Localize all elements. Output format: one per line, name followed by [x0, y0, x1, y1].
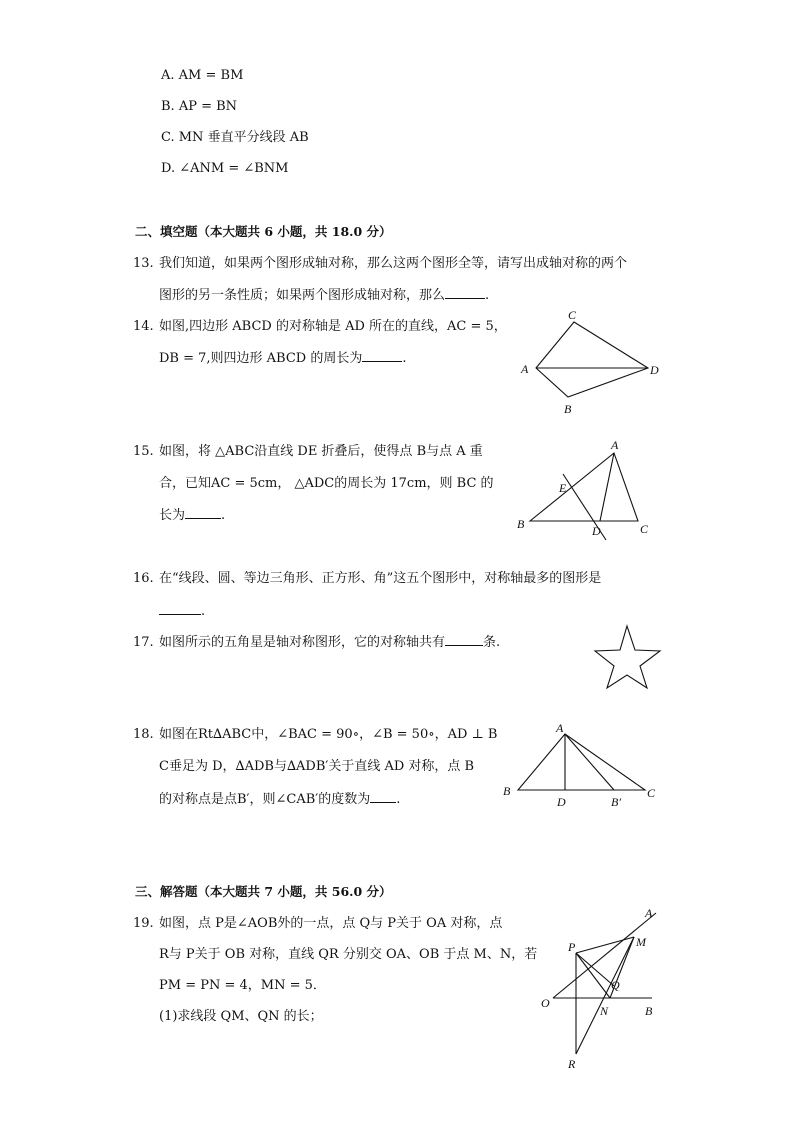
- label-m: M: [636, 935, 646, 949]
- label-a: A: [645, 906, 653, 920]
- label-d: D: [650, 363, 659, 377]
- question-text: 如图，点 P是∠AOB外的一点，点 Q与 P关于 OA 对称，点: [159, 916, 503, 931]
- question-text: 如图,四边形 ABCD 的对称轴是 AD 所在的直线，AC = 5，: [159, 319, 507, 334]
- label-b: B: [517, 517, 525, 531]
- label-c: C: [568, 308, 577, 322]
- label-a: A: [556, 721, 564, 735]
- label-d: D: [557, 795, 566, 809]
- question-number: 14.: [133, 319, 154, 334]
- label-q: Q: [611, 978, 620, 992]
- question-text: 我们知道，如果两个图形成轴对称，那么这两个图形全等，请写出成轴对称的两个: [159, 256, 628, 271]
- label-n: N: [600, 1004, 609, 1018]
- label-c: C: [640, 522, 649, 536]
- label-o: O: [541, 996, 550, 1010]
- question-text: 的对称点是点B′，则∠CAB′的度数为: [159, 792, 371, 807]
- question-text: DB = 7,则四边形 ABCD 的周长为: [159, 351, 363, 366]
- period: .: [402, 351, 407, 366]
- question-number: 18.: [133, 727, 154, 742]
- label-a: A: [521, 362, 529, 376]
- label-e: E: [559, 481, 567, 495]
- question-text: 图形的另一条性质；如果两个图形成轴对称，那么: [159, 288, 446, 303]
- option-b: B. AP = BN: [161, 99, 238, 114]
- question-19-line3: PM = PN = 4，MN = 5．: [159, 978, 326, 993]
- label-r: R: [568, 1057, 576, 1071]
- label-b: B: [645, 1004, 653, 1018]
- period: .: [485, 288, 490, 303]
- question-19-part1: (1)求线段 QM、QN 的长；: [159, 1009, 323, 1024]
- question-number: 15.: [133, 444, 154, 459]
- question-number: 13.: [133, 256, 154, 271]
- option-a: A. AM = BM: [161, 68, 244, 83]
- segment-pq: [576, 953, 614, 986]
- label-c: C: [647, 786, 656, 800]
- question-number: 19.: [133, 916, 154, 931]
- label-b: B: [564, 402, 572, 416]
- period: .: [396, 792, 401, 807]
- question-19-line2: R与 P关于 OB 对称，直线 QR 分别交 OA、OB 于点 M、N，若: [159, 947, 538, 962]
- question-text: 长为: [159, 508, 186, 523]
- label-b: B: [503, 784, 511, 798]
- question-number: 17.: [133, 635, 154, 650]
- question-text: 在“线段、圆、等边三角形、正方形、角”这五个图形中，对称轴最多的图形是: [159, 571, 602, 586]
- question-text: 如图，将 △ABC沿直线 DE 折叠后，使得点 B与点 A 重: [159, 444, 483, 459]
- section-fill-in-title: 二、填空题（本大题共 6 小题，共 18.0 分）: [135, 224, 392, 239]
- segment-pm: [576, 937, 634, 953]
- label-a: A: [611, 438, 619, 452]
- unit-text: 条.: [483, 635, 501, 650]
- question-text: 如图所示的五角星是轴对称图形，它的对称轴共有: [159, 635, 446, 650]
- question-15-line2: 合，已知AC = 5cm， △ADC的周长为 17cm，则 BC 的: [159, 476, 494, 491]
- question-text: 如图在Rt∆ABC中，∠BAC = 90∘，∠B = 50∘，AD ⊥ B: [159, 727, 498, 742]
- label-p: P: [568, 940, 576, 954]
- period: .: [201, 604, 206, 619]
- label-b-prime: B′: [611, 795, 621, 809]
- question-number: 16.: [133, 571, 154, 586]
- question-18-line2: C垂足为 D，∆ADB与∆ADB′关于直线 AD 对称，点 B: [159, 759, 475, 774]
- label-d: D: [592, 524, 601, 538]
- ray-oa: [553, 913, 656, 998]
- option-c: C. MN 垂直平分线段 AB: [161, 130, 309, 145]
- section-solve-title: 三、解答题（本大题共 7 小题，共 56.0 分）: [135, 884, 392, 899]
- option-d: D. ∠ANM = ∠BNM: [161, 161, 289, 176]
- period: .: [221, 508, 226, 523]
